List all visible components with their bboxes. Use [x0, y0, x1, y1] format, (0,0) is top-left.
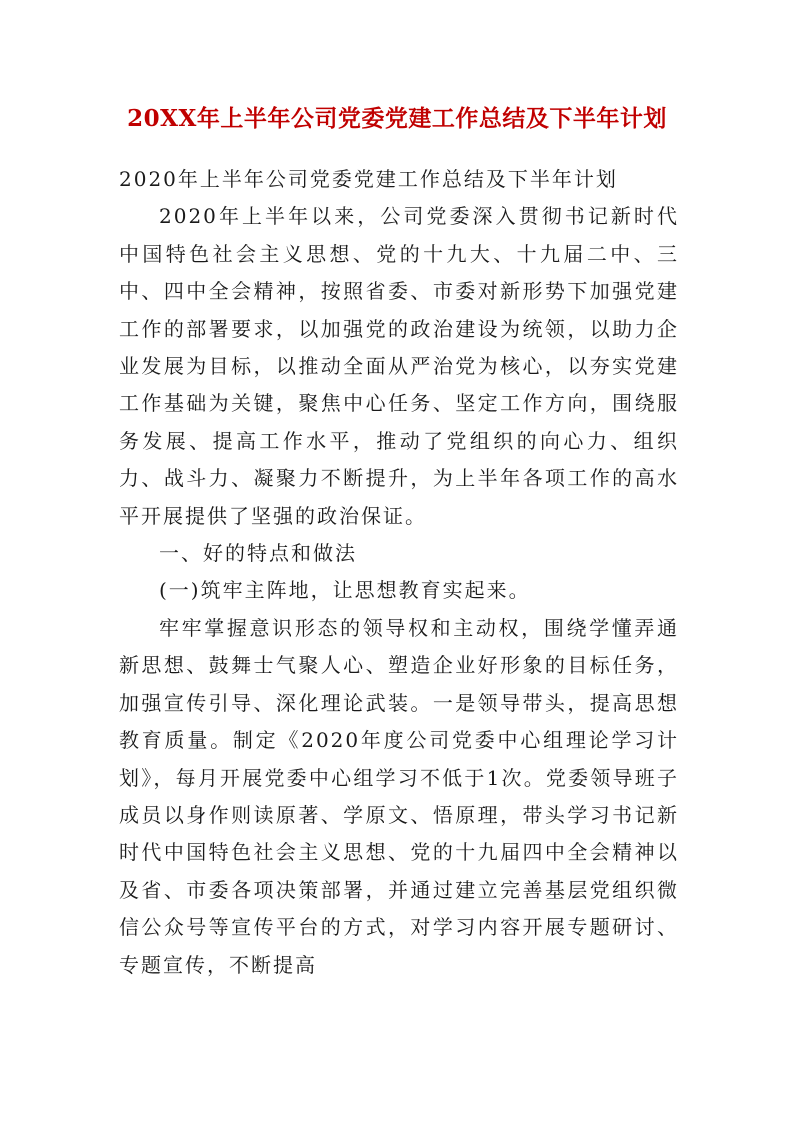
subsection-heading: (一)筑牢主阵地，让思想教育实起来。 — [159, 578, 531, 603]
paragraph-body: 牢牢掌握意识形态的领导权和主动权，围绕学懂弄通新思想、鼓舞士气聚人心、塑造企业好形象的目标任务，加强宣传引导、深化理论武装。一是领导带头，提高思想教育质量。制定《2020年度公司党委中心组理论学习计划》，每月开展党委中心组学习不低于1次。党委领导班子成员以身作则读原著、学原文、悟原理，带头学习书记新时代中国特色社会主义思想、党的十九届四中全会精神以及省、市委各项决策部署，并通过建立完善基层党组织微信公众号等宣传平台的方式，对学习内容开展专题研讨、专题宣传，不断提高 — [119, 615, 679, 977]
paragraph-intro: 2020年上半年以来，公司党委深入贯彻书记新时代中国特色社会主义思想、党的十九大、十九届二中、三中、四中全会精神，按照省委、市委对新形势下加强党建工作的部署要求，以加强党的政治建设为统领，以助力企业发展为目标，以推动全面从严治党为核心，以夯实党建工作基础为关键，聚焦中心任务、坚定工作方向，围绕服务发展、提高工作水平，推动了党组织的向心力、组织力、战斗力、凝聚力不断提升，为上半年各项工作的高水平开展提供了坚强的政治保证。 — [119, 204, 679, 528]
document-title: 20XX年上半年公司党委党建工作总结及下半年计划 — [127, 105, 667, 132]
document-body — [119, 161, 679, 984]
document-subtitle: 2020年上半年公司党委党建工作总结及下半年计划 — [119, 167, 618, 191]
section-heading: 一、好的特点和做法 — [159, 541, 357, 566]
